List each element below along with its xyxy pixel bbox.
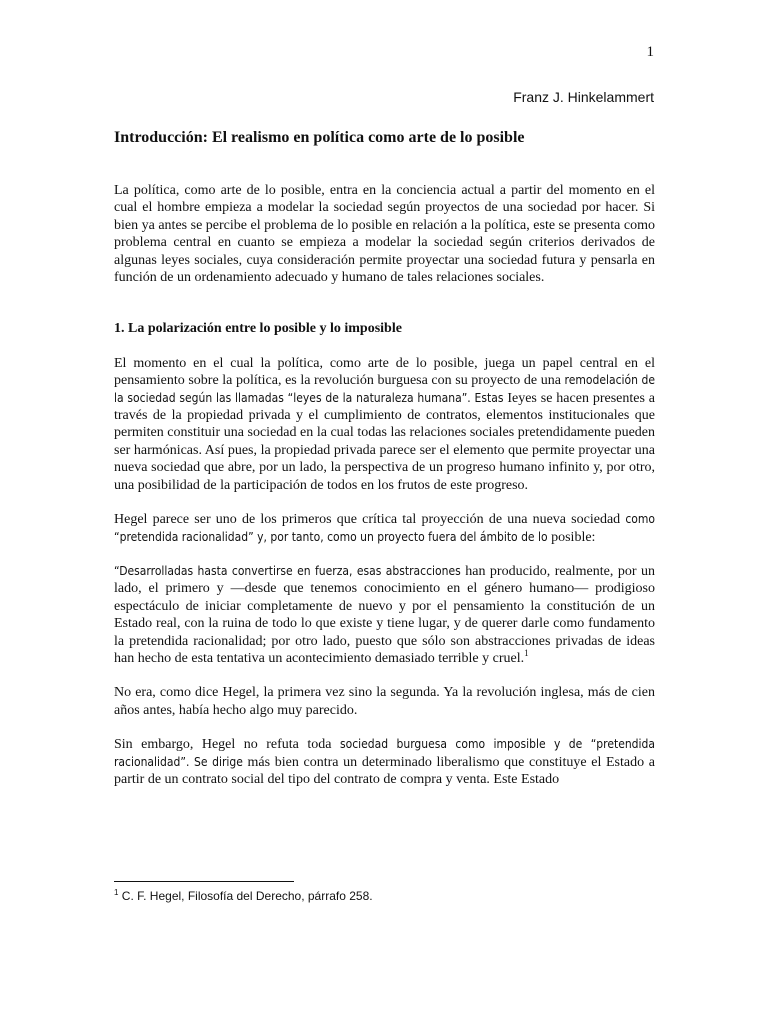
page-number: 1 <box>646 44 654 60</box>
document-body <box>114 127 655 788</box>
text-run: Sin embargo, Hegel no refuta toda <box>114 737 332 753</box>
text-run: “Desarrolladas hasta convertirse en fuerza, esas abstracciones <box>114 563 461 578</box>
text-run: remodelación de la sociedad según las llamadas “leyes de la naturaleza humana”. Estas <box>114 373 655 405</box>
hegel-quote <box>114 563 655 667</box>
document-title: Introducción: El realismo en política como arte de lo posible <box>114 129 525 146</box>
paragraph-hegel <box>114 511 655 546</box>
text-run: como “pretendida racionalidad” y, por tanto, como un proyecto fuera del ámbito de lo <box>114 512 656 544</box>
paragraph-english-revolution: No era, como dice Hegel, la primera vez sino la segunda. Ya la revolución inglesa, más de cien años antes, había hecho algo muy parecido. <box>114 685 655 718</box>
text-run: sociedad burguesa como imposible y de “pretendida racionalidad”. Se dirige <box>114 737 656 769</box>
intro-paragraph: La política, como arte de lo posible, entra en la conciencia actual a partir del momento en el cual el hombre empieza a modelar la sociedad según proyectos de una sociedad por hacer. Si bien ya antes se percibe el problema de lo posible en relación a la política, este se presenta como problema central en cuanto se empieza a modelar la sociedad según criterios derivados de algunas leyes sociales, cuya consideración permite proyectar una sociedad futura y pensarla en función de un ordenamiento adecuado y humano de tales relaciones sociales. <box>114 183 655 286</box>
text-run: Ieyes se hacen presentes a través de la propiedad privada y el cumplimiento de contratos, elementos institucionales que permiten constituir una sociedad en la cual todas las relaciones sociales pretendidamente pueden ser harmónicas. Así pues, la propiedad privada parece ser el elemento que permite proyectar una nueva sociedad que abre, por un lado, la perspectiva de un progreso humano infinito y, por otro, una posibilidad de la participación de todos en los frutos de este progreso. <box>114 390 656 493</box>
paragraph-liberalism <box>114 736 655 788</box>
text-run: El momento en el cual la política, como arte de lo posible, juega un papel central en el pensamiento sobre la política, es la revolución burguesa con su proyecto de una <box>114 355 655 389</box>
text-run: más bien contra un determinado liberalismo que constituye el Estado a partir de un contrato social del tipo del contrato de compra y venta. Este Estado <box>114 754 655 787</box>
footnote-number: 1 <box>114 888 119 897</box>
text-run: posible: <box>551 529 596 545</box>
text-run: han producido, realmente, por un lado, el primero y —desde que tenemos conocimiento en el género humano— prodigioso espectáculo de iniciar completamente de nuevo y por el pensamiento la constitución de un Estado real, con la ruina de todo lo que existe y tiene lugar, y de querer darle como fundamento la pretendida racionalidad; por otro lado, puesto que sólo son abstracciones privadas de ideas han hecho de esta tentativa un acontecimiento demasiado terrible y cruel. <box>114 563 656 666</box>
paragraph-revolution <box>114 355 655 494</box>
author-name: Franz J. Hinkelammert <box>513 89 654 105</box>
footnote-text: C. F. Hegel, Filosofía del Derecho, párrafo 258. <box>121 889 373 903</box>
text-run: Hegel parece ser uno de los primeros que crítica tal proyección de una nueva sociedad <box>114 512 621 528</box>
footnote <box>114 889 373 903</box>
footnote-divider <box>114 881 294 882</box>
footnote-reference[interactable]: 1 <box>524 647 529 658</box>
section-heading: 1. La polarización entre lo posible y lo imposible <box>114 321 402 337</box>
